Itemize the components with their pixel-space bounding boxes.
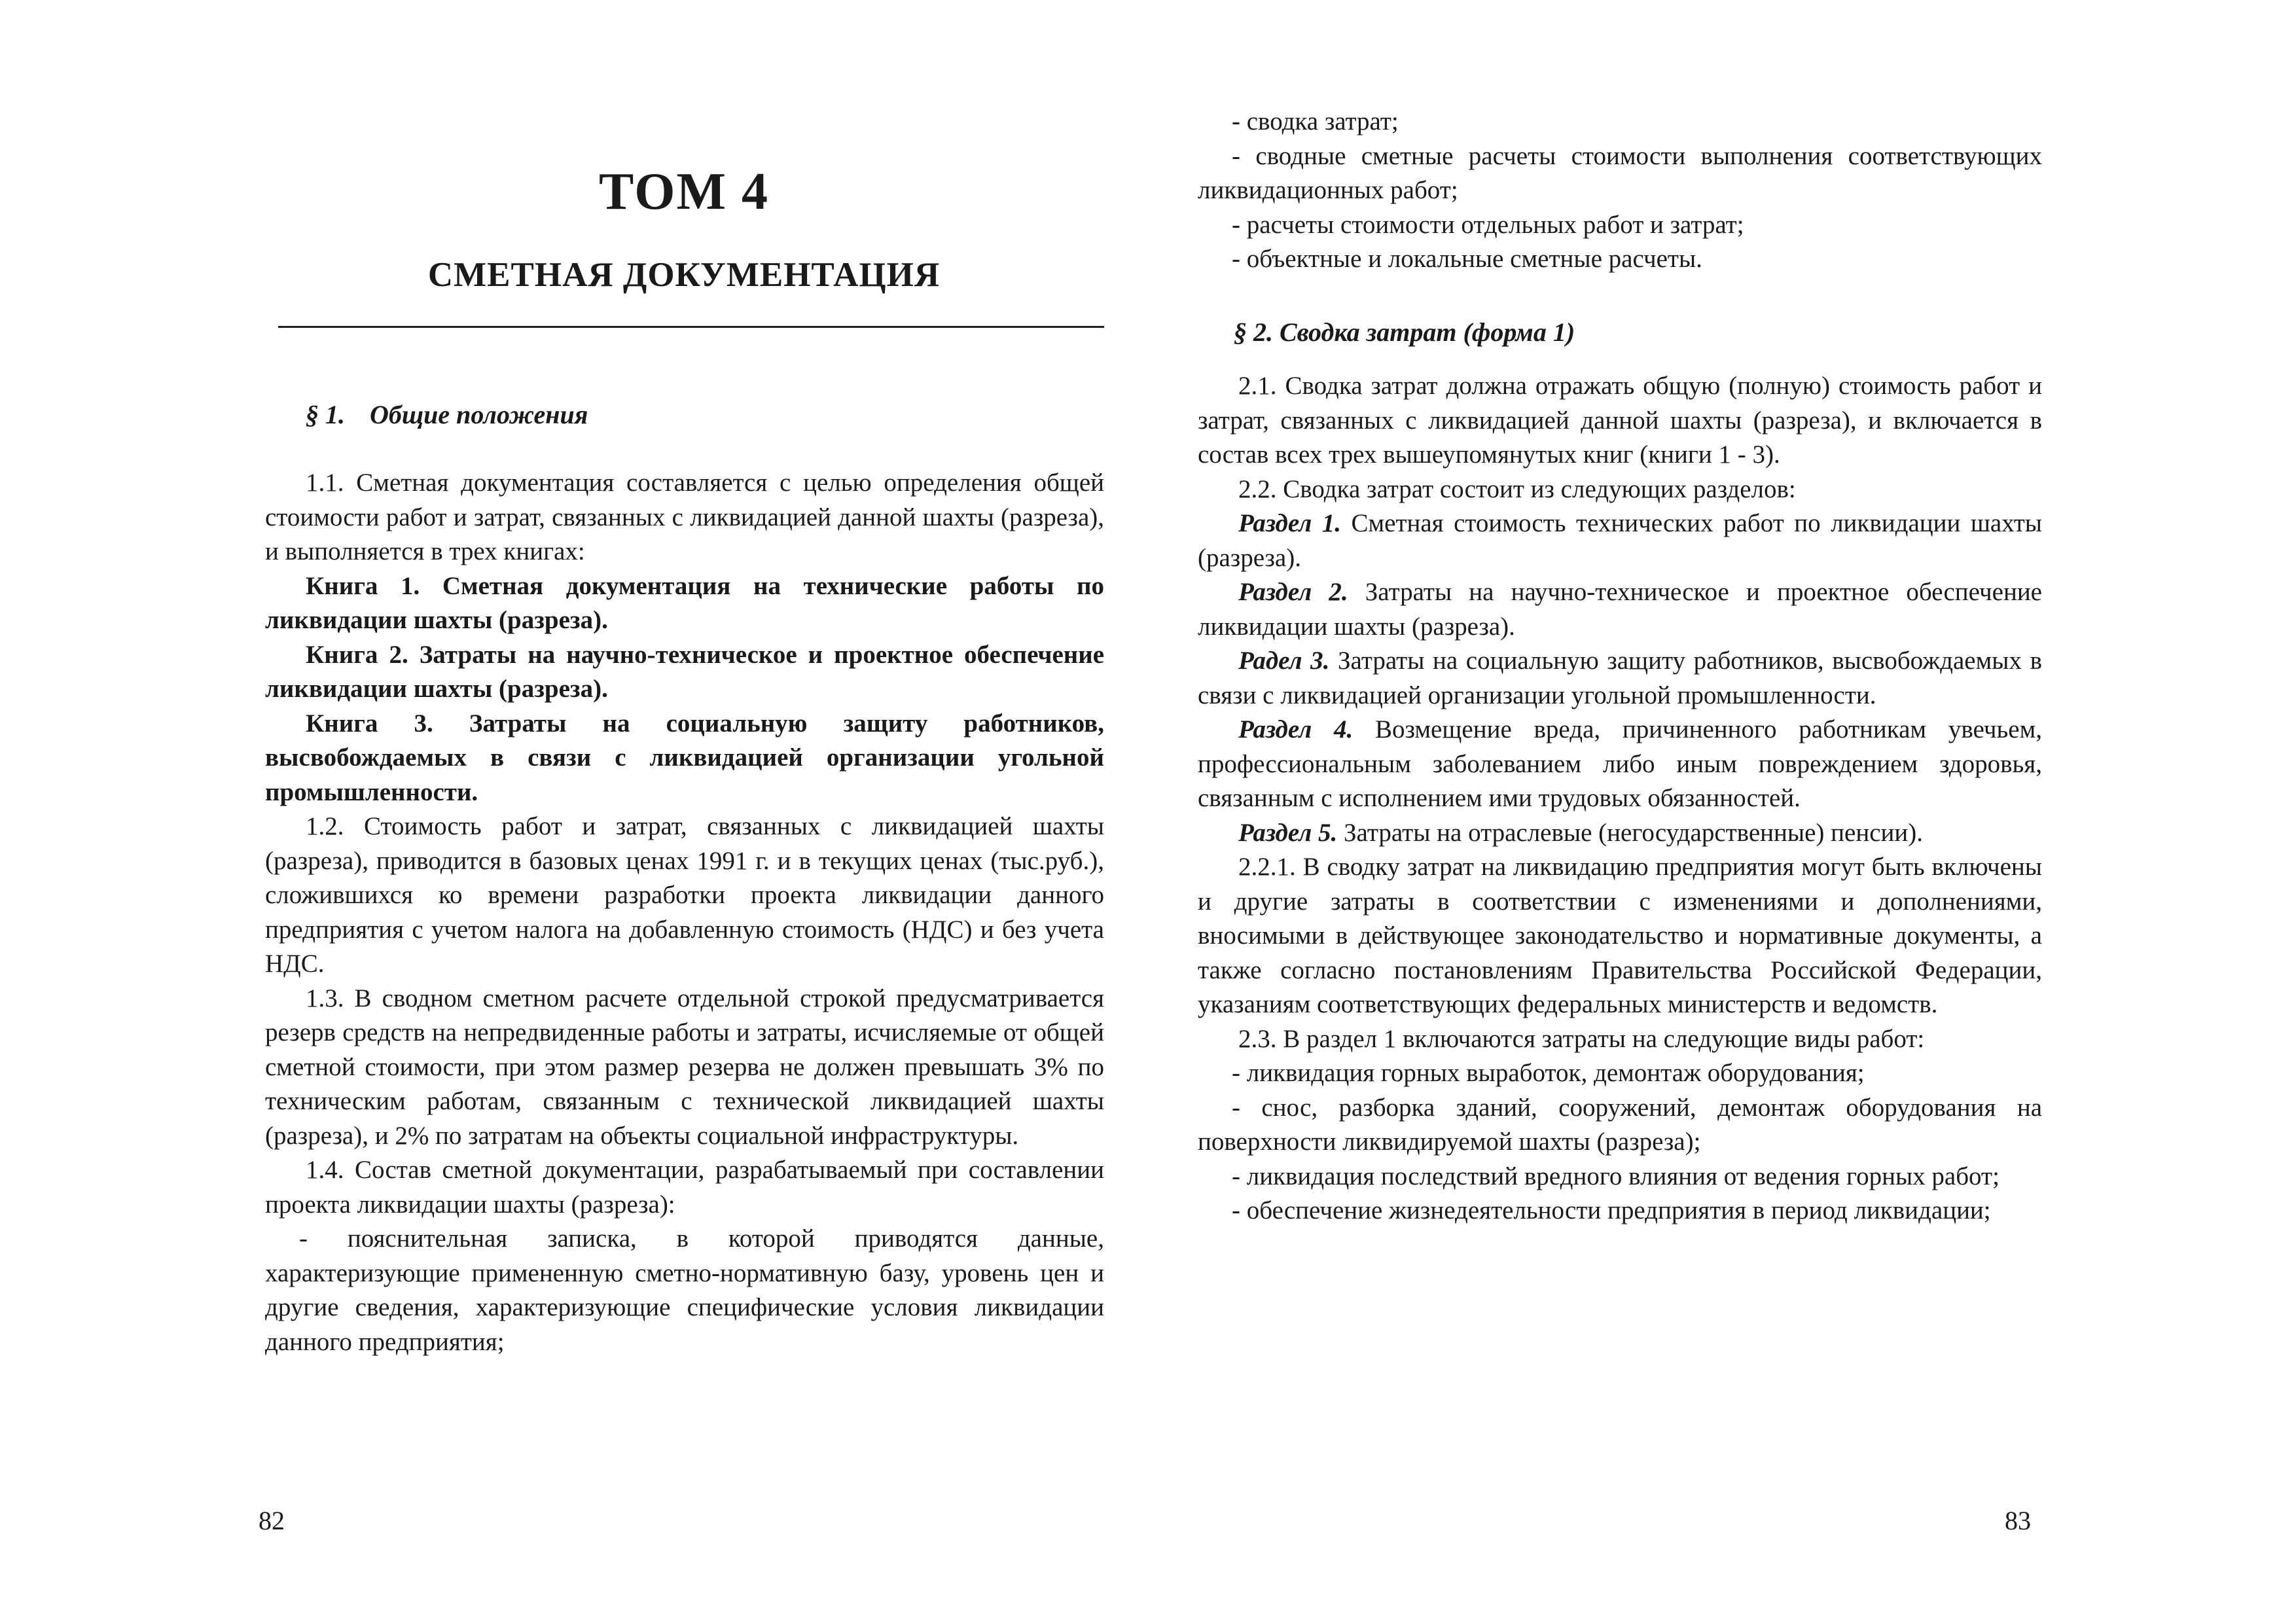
paragraph-2-2: 2.2. Сводка затрат состоит из следующих разделов: xyxy=(1238,474,1796,503)
list-item-summary-estimates: - сводные сметные расчеты стоимости выполнения соответствующих ликвидационных работ; xyxy=(1198,141,2042,204)
section-part-5-label: Раздел 5. xyxy=(1238,818,1338,847)
section-1-heading xyxy=(306,399,588,430)
right-page xyxy=(1198,0,2042,1623)
page-number-right: 83 xyxy=(2005,1506,2031,1535)
paragraph-2-3: 2.3. В раздел 1 включаются затраты на следующие виды работ: xyxy=(1238,1024,1925,1053)
right-top-list xyxy=(1198,105,2042,277)
section-part-3-label: Радел 3. xyxy=(1238,647,1330,675)
section-part-3-text: Затраты на социальную защиту работников, высвобождаемых в связи с ликвидацией организации угольной промышленности. xyxy=(1198,647,2043,709)
section-part-1-text: Сметная стоимость технических работ по ликвидации шахты (разреза). xyxy=(1198,509,2043,572)
section-part-5-text: Затраты на отраслевые (негосударственные) пенсии). xyxy=(1344,818,1924,847)
volume-subtitle: СМЕТНАЯ ДОКУМЕНТАЦИЯ xyxy=(427,256,941,294)
left-page xyxy=(259,0,1104,1623)
section-part-1 xyxy=(1198,507,2042,575)
section-part-4-label: Раздел 4. xyxy=(1238,715,1354,743)
right-body xyxy=(1198,369,2042,1228)
list-item-local-estimates: - объектные и локальные сметные расчеты. xyxy=(1232,245,1702,273)
paragraph-1-3: 1.3. В сводном сметном расчете отдельной строкой предусматривается резерв средств на непредвиденные работы и затраты, исчисляемые от общей сметной стоимости, при этом размер резерва не должен превышать 3% по техническим работам, связанным с технической ликвидацией шахты (разреза), и 2% по затратам на объекты социальной инфраструктуры. xyxy=(265,984,1104,1150)
section-part-3 xyxy=(1198,644,2042,713)
work-item-2: - снос, разборка зданий, сооружений, демонтаж оборудования на поверхности ликвидируемой шахты (разреза); xyxy=(1198,1093,2042,1156)
section-part-5 xyxy=(1198,816,2042,851)
section-1-title: Общие положения xyxy=(370,400,588,429)
paragraph-1-4: 1.4. Состав сметной документации, разрабатываемый при составлении проекта ликвидации шахты (разреза): xyxy=(265,1156,1104,1219)
paragraph-2-1: 2.1. Сводка затрат должна отражать общую (полную) стоимость работ и затрат, связанных с ликвидацией данной шахты (разреза), и включается в состав всех трех вышеупомянутых книг (книги 1 - 3). xyxy=(1198,372,2042,469)
book-3: Книга 3. Затраты на социальную защиту работников, высвобождаемых в связи с ликвидацией организации угольной промышленности. xyxy=(265,709,1104,806)
work-item-4: - обеспечение жизнедеятельности предприятия в период ликвидации; xyxy=(1232,1196,1991,1224)
left-body xyxy=(265,466,1104,1359)
page-number-left: 82 xyxy=(259,1506,285,1535)
section-part-4 xyxy=(1198,713,2042,816)
section-part-2-label: Раздел 2. xyxy=(1238,578,1348,606)
paragraph-1-2: 1.2. Стоимость работ и затрат, связанных с ликвидацией шахты (разреза), приводится в базовых ценах 1991 г. и в текущих ценах (тыс.руб.), сложившихся ко времени разработки проекта ликвидации данного предприятия с учетом налога на добавленную стоимость (НДС) и без учета НДС. xyxy=(265,812,1104,978)
section-1-number: § 1. xyxy=(306,400,345,429)
volume-title: ТОМ 4 xyxy=(598,163,770,221)
work-item-1: - ликвидация горных выработок, демонтаж оборудования; xyxy=(1232,1059,1865,1087)
section-part-1-label: Раздел 1. xyxy=(1238,509,1341,537)
list-item-cost-summary: - сводка затрат; xyxy=(1232,107,1399,135)
section-part-4-text: Возмещение вреда, причиненного работникам увечьем, профессиональным заболеванием либо иным повреждением здоровья, связанным с исполнением ими трудовых обязанностей. xyxy=(1198,715,2043,812)
paragraph-1-1: 1.1. Сметная документация составляется с целью определения общей стоимости работ и затрат, связанных с ликвидацией данной шахты (разреза), и выполняется в трех книгах: xyxy=(265,469,1104,565)
work-item-3: - ликвидация последствий вредного влияния от ведения горных работ; xyxy=(1232,1162,2000,1190)
book-1: Книга 1. Сметная документация на технические работы по ликвидации шахты (разреза). xyxy=(265,571,1104,634)
list-item-explanatory-note: - пояснительная записка, в которой приводятся данные, характеризующие примененную сметно-нормативную базу, уровень цен и другие сведения, характеризующие специфические условия ликвидации данного предприятия; xyxy=(265,1224,1104,1356)
section-part-2 xyxy=(1198,575,2042,644)
title-divider xyxy=(278,326,1104,328)
list-item-cost-calculations: - расчеты стоимости отдельных работ и затрат; xyxy=(1232,210,1744,239)
section-2-heading: § 2. Сводка затрат (форма 1) xyxy=(1234,317,1575,347)
paragraph-2-2-1: 2.2.1. В сводку затрат на ликвидацию предприятия могут быть включены и другие затраты в соответствии с изменениями и дополнениями, вносимыми в действующее законодательство и нормативные документы, а также согласно постановлениям Правительства Российской Федерации, указаниям соответствующих федеральных министерств и ведомств. xyxy=(1198,853,2042,1018)
section-part-2-text: Затраты на научно-техническое и проектное обеспечение ликвидации шахты (разреза). xyxy=(1198,578,2042,641)
book-2: Книга 2. Затраты на научно-техническое и проектное обеспечение ликвидации шахты (разреза). xyxy=(265,640,1104,703)
